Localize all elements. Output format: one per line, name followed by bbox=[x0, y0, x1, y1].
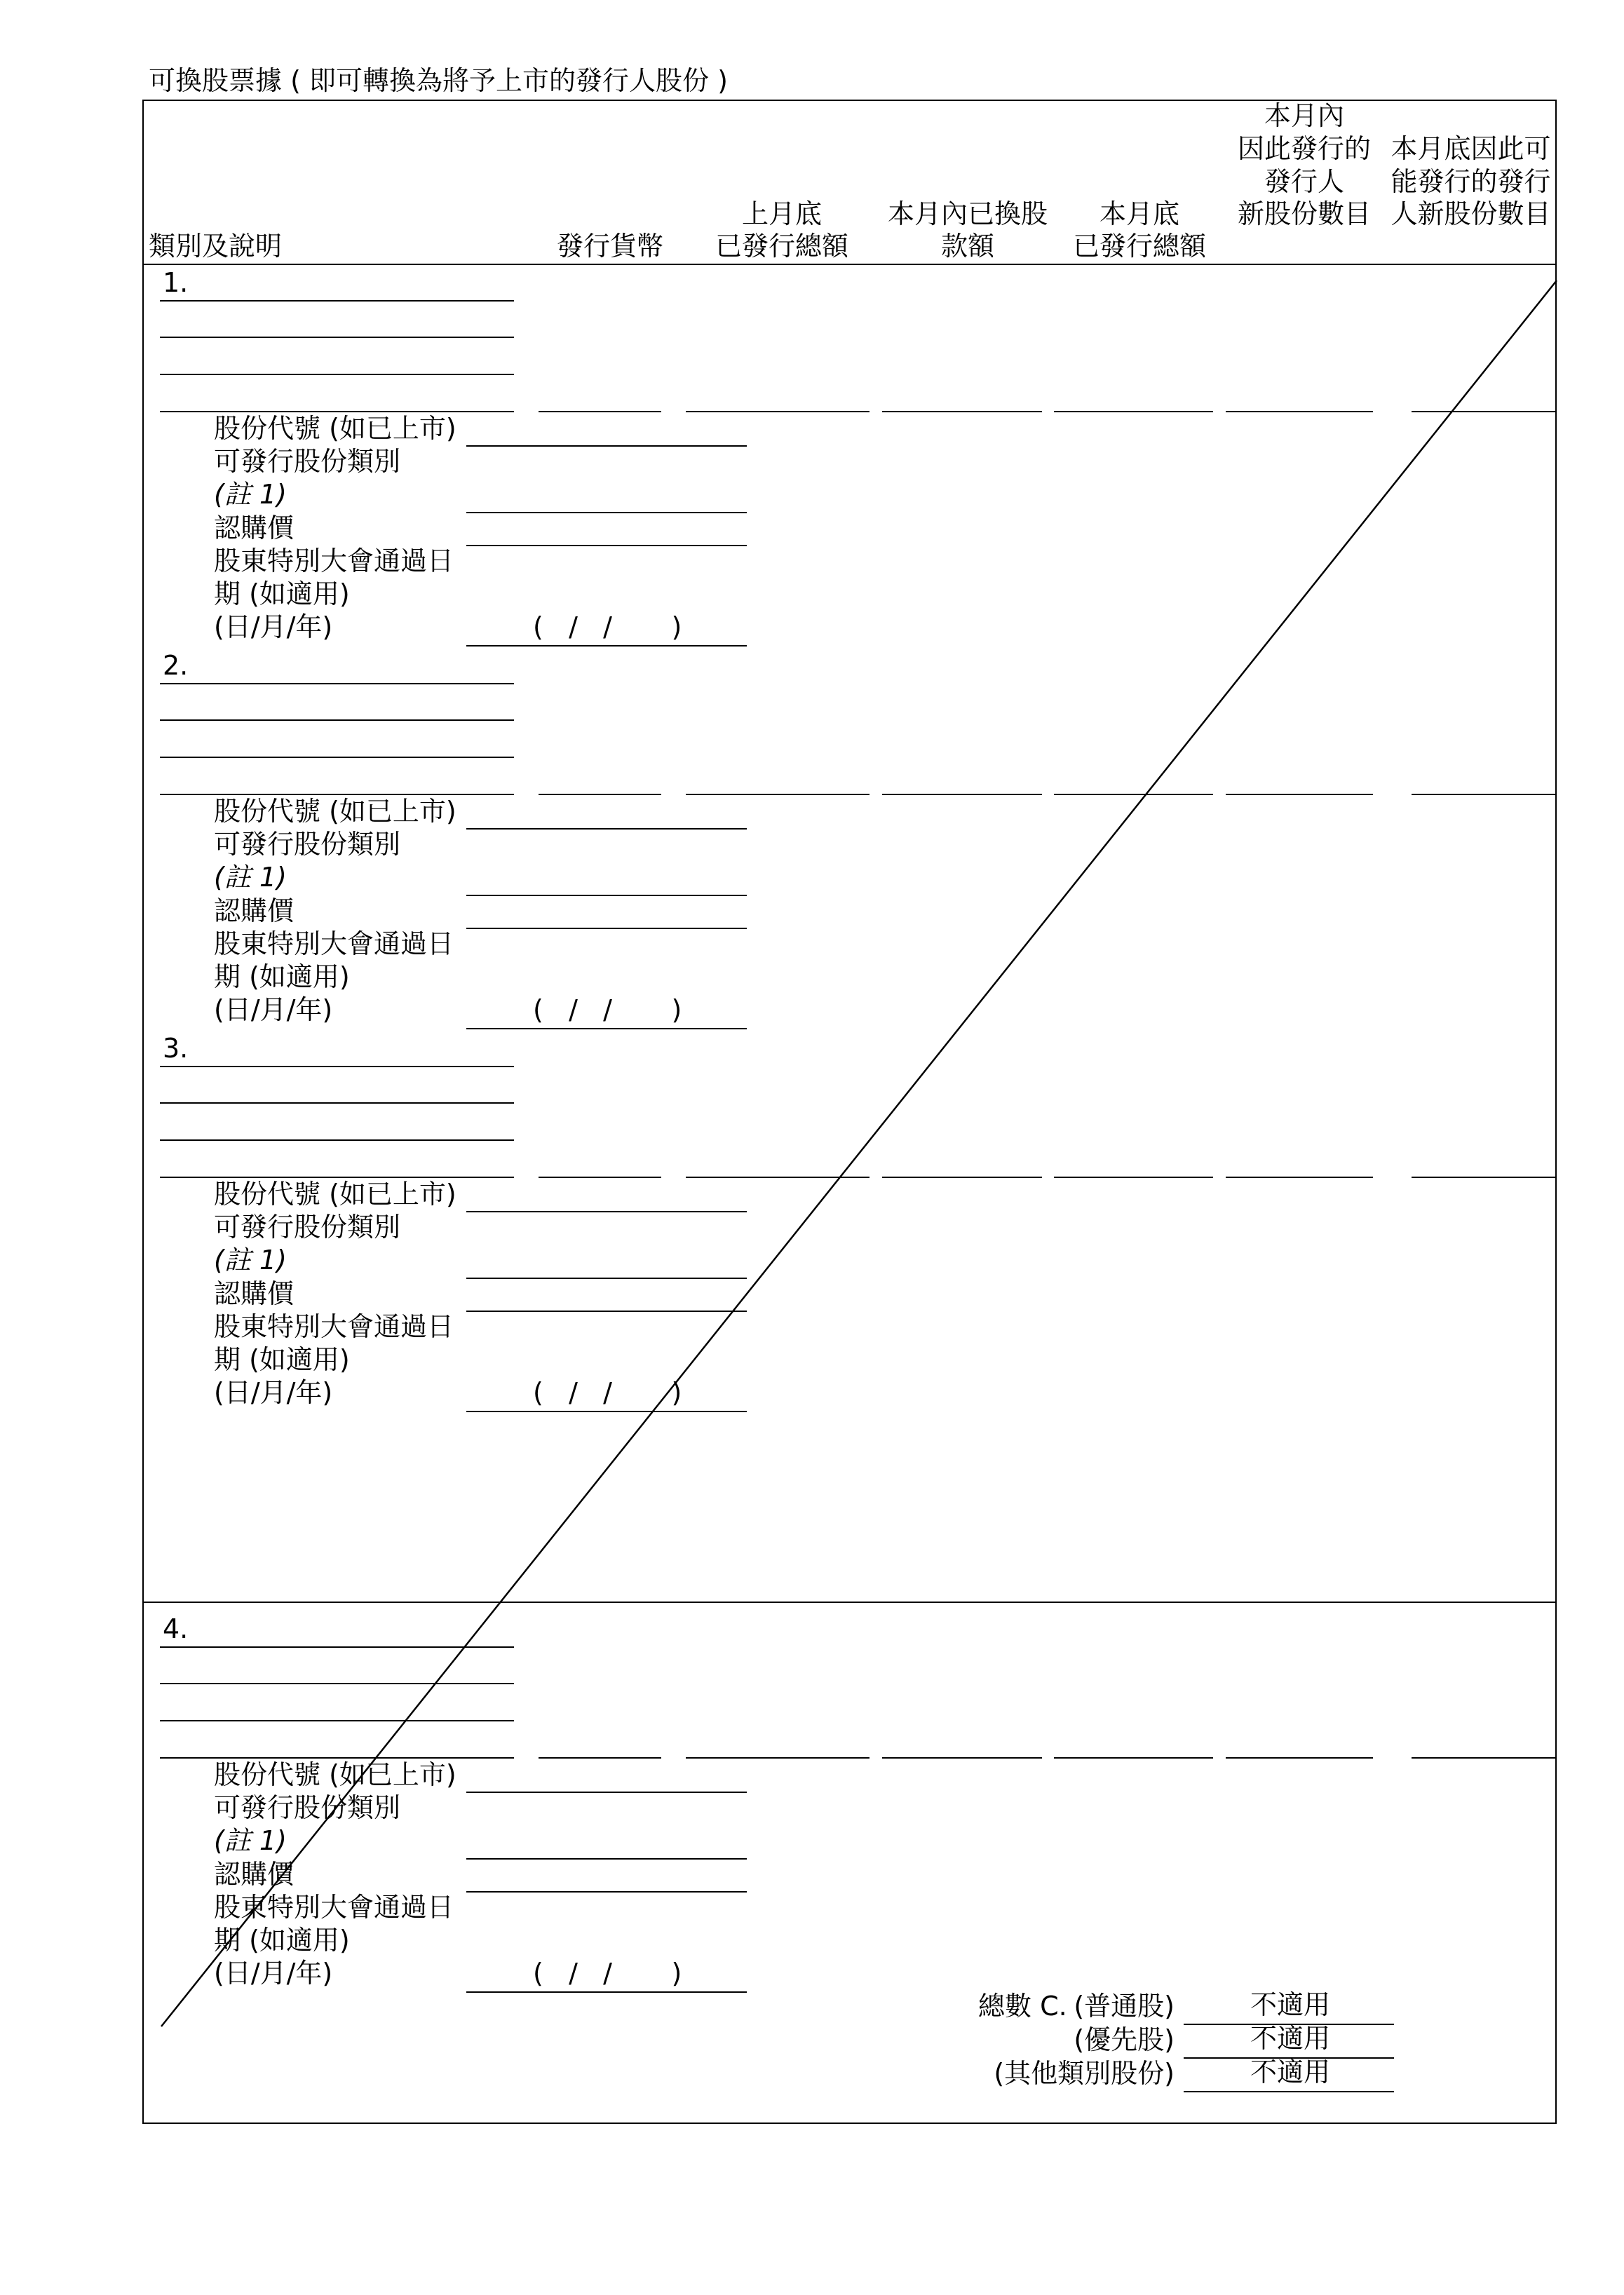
header-new-possible-line3: 人新股份數目 bbox=[1390, 198, 1551, 229]
totals-label: 總數 C. bbox=[978, 1991, 1067, 2022]
note-label: (註 1) bbox=[214, 1825, 287, 1856]
egm-label-line3: (日/月/年) bbox=[214, 994, 333, 1025]
note-label: (註 1) bbox=[214, 862, 287, 893]
subscription-price-label: 認購價 bbox=[214, 1278, 295, 1309]
section-number: 1. bbox=[163, 267, 189, 298]
egm-label-line1: 股東特別大會通過日 bbox=[214, 546, 454, 576]
subscription-price-label: 認購價 bbox=[214, 895, 295, 926]
totals-ordinary-value: 不適用 bbox=[1250, 1989, 1330, 2020]
egm-label-line3: (日/月/年) bbox=[214, 1958, 333, 1989]
totals-ordinary-label: (普通股) bbox=[1074, 1991, 1175, 2022]
egm-date-field[interactable]: ( / / ) bbox=[533, 1377, 682, 1408]
section-number: 3. bbox=[163, 1033, 189, 1064]
header-new-possible-line2: 能發行的發行 bbox=[1390, 166, 1551, 197]
subscription-price-label: 認購價 bbox=[214, 1859, 295, 1890]
header-currency: 發行貨幣 bbox=[556, 231, 663, 262]
header-converted-line1: 本月內已換股 bbox=[887, 198, 1048, 229]
share-class-label: 可發行股份類別 bbox=[214, 1792, 401, 1823]
header-new-issued-line4: 新股份數目 bbox=[1237, 198, 1371, 229]
share-class-label: 可發行股份類別 bbox=[214, 1212, 401, 1243]
stock-code-label: 股份代號 (如已上市) bbox=[214, 796, 456, 827]
egm-label-line2: 期 (如適用) bbox=[214, 1344, 350, 1375]
egm-label-line1: 股東特別大會通過日 bbox=[214, 928, 454, 959]
stock-code-label: 股份代號 (如已上市) bbox=[214, 1759, 456, 1790]
egm-label-line2: 期 (如適用) bbox=[214, 1925, 350, 1956]
egm-label-line3: (日/月/年) bbox=[214, 611, 333, 642]
note-label: (註 1) bbox=[214, 479, 287, 510]
egm-label-line1: 股東特別大會通過日 bbox=[214, 1311, 454, 1342]
egm-date-field[interactable]: ( / / ) bbox=[533, 611, 682, 642]
egm-label-line2: 期 (如適用) bbox=[214, 578, 350, 609]
page-title: 可換股票據 ( 即可轉換為將予上市的發行人股份 ) bbox=[149, 65, 728, 96]
section-number: 2. bbox=[163, 650, 189, 681]
totals-other-label: (其他類別股份) bbox=[994, 2058, 1175, 2089]
header-new-possible-line1: 本月底因此可 bbox=[1390, 133, 1551, 164]
egm-label-line2: 期 (如適用) bbox=[214, 961, 350, 992]
strike-line bbox=[161, 280, 1557, 2026]
section-number: 4. bbox=[163, 1613, 189, 1644]
egm-label-line3: (日/月/年) bbox=[214, 1377, 333, 1408]
totals-preferred-value: 不適用 bbox=[1250, 2023, 1330, 2054]
header-converted-line2: 款額 bbox=[940, 231, 994, 262]
egm-date-field[interactable]: ( / / ) bbox=[533, 994, 682, 1025]
header-category: 類別及說明 bbox=[149, 231, 283, 262]
note-label: (註 1) bbox=[214, 1245, 287, 1275]
header-curr-total-line1: 本月底 bbox=[1099, 198, 1179, 229]
share-class-label: 可發行股份類別 bbox=[214, 446, 401, 477]
stock-code-label: 股份代號 (如已上市) bbox=[214, 1179, 456, 1210]
header-prev-total-line2: 已發行總額 bbox=[715, 231, 848, 262]
header-new-issued-line2: 因此發行的 bbox=[1237, 133, 1371, 164]
stock-code-label: 股份代號 (如已上市) bbox=[214, 413, 456, 444]
egm-date-field[interactable]: ( / / ) bbox=[533, 1958, 682, 1989]
header-curr-total-line2: 已發行總額 bbox=[1072, 231, 1206, 262]
totals-other-value: 不適用 bbox=[1250, 2057, 1330, 2087]
subscription-price-label: 認購價 bbox=[214, 513, 295, 543]
header-prev-total-line1: 上月底 bbox=[741, 198, 822, 229]
header-new-issued-line3: 發行人 bbox=[1264, 166, 1344, 197]
header-new-issued-line1: 本月內 bbox=[1264, 100, 1344, 131]
egm-label-line1: 股東特別大會通過日 bbox=[214, 1892, 454, 1923]
totals-preferred-label: (優先股) bbox=[1074, 2024, 1175, 2055]
share-class-label: 可發行股份類別 bbox=[214, 829, 401, 860]
